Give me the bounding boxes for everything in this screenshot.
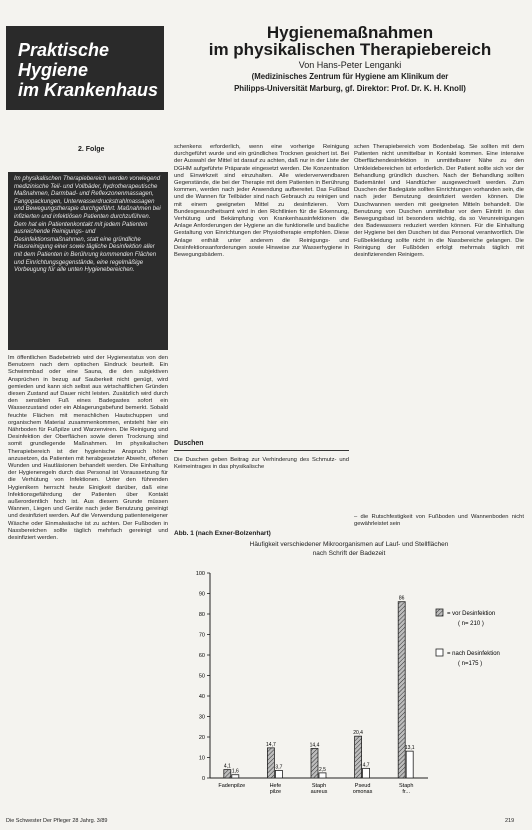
- legend-label: = nach Desinfektion: [447, 651, 500, 657]
- y-tick-label: 0: [201, 776, 205, 782]
- bar-vor: [355, 736, 362, 778]
- data-label: 4,1: [223, 763, 231, 770]
- article-author: Von Hans-Peter Lenganki: [298, 60, 402, 70]
- y-tick-label: 70: [198, 632, 205, 639]
- section-heading-duschen: Duschen: [174, 440, 204, 447]
- bar-vor: [267, 748, 274, 778]
- x-tick-label: Pseud: [354, 783, 371, 789]
- y-tick-label: 20: [198, 735, 205, 741]
- legend-label: = vor Desinfektion: [447, 611, 496, 617]
- figure-title-line-1: Häufigkeit verschiedener Mikroorganismen auf Lauf- und Stellflächen: [249, 541, 449, 548]
- bar-vor: [224, 770, 231, 778]
- brand-line-2: Hygiene: [18, 60, 89, 80]
- x-tick-label: Fadenpilze: [218, 783, 246, 789]
- footer-journal: Die Schwester Der Pfleger 28 Jahrg. 3/89: [6, 818, 108, 824]
- y-tick-label: 10: [198, 755, 205, 762]
- x-tick-label: pilze: [269, 789, 282, 795]
- x-tick-label: omonas: [352, 789, 373, 795]
- y-tick-label: 90: [198, 591, 205, 598]
- abstract-box: Im physikalischen Therapiebereich werden vorwiegend medizinische Teil- und Vollbäder, hydrotherapeutische Maßnahmen, Darmbad- und Reflexzonenmassagen, Fangopackungen, Unterwasserdruckstrahlmassagen und Bewegungstherapie durchgeführt. Maßnahmen bei infizierten und infektiösen Patienten durchzuführen. Dem hat ein Patientenkontakt mit jedem Patienten ausreichende Reinigungs- und Desinfektionsmaßnahmen, statt eine gründliche Hausreinigung einer sowie tägliche Desinfektion aller mit dem Patienten in Berührung kommenden Flächen und Einrichtungsgegenstände, eine regelmäßige Vorbeugung für alle unten Hygienebereichen.: [8, 172, 168, 350]
- article-title-line-2: im physikalischen Therapiebereich: [208, 40, 492, 59]
- series-brand-box: [6, 26, 164, 110]
- data-label: 4,7: [362, 762, 370, 769]
- bar-nach: [319, 773, 326, 778]
- bar-vor: [398, 602, 405, 778]
- x-tick-label: fr...: [402, 789, 411, 795]
- affiliation-line-2: Philipps-Universität Marburg, gf. Direktor: Prof. Dr. K. H. Knoll): [234, 84, 466, 93]
- bar-vor: [311, 748, 318, 778]
- legend-swatch: [436, 609, 443, 616]
- legend-n: ( n=175 ): [458, 661, 483, 667]
- y-tick-label: 80: [198, 612, 205, 618]
- y-tick-label: 60: [198, 653, 205, 659]
- y-tick-label: 50: [198, 673, 205, 680]
- figure-title: [174, 540, 524, 558]
- x-tick-label: Hefe: [269, 783, 282, 789]
- body-column-3-bullet: – die Rutschfestigkeit von Fußboden und Wannenboden nicht gewährleistet sein: [354, 514, 524, 528]
- section-divider: [174, 450, 349, 451]
- data-label: 2,5: [319, 766, 326, 773]
- body-column-2-continued: Die Duschen geben Beitrag zur Verhinderung des Schmutz- und Keimeintrages in das physikalische: [174, 457, 349, 471]
- bar-nach: [232, 775, 239, 778]
- data-label: 14,4: [309, 742, 320, 749]
- data-label: 14,7: [266, 741, 276, 748]
- x-tick-label: Staph: [399, 783, 414, 789]
- legend-swatch: [436, 649, 443, 656]
- legend-n: ( n= 210 ): [458, 621, 484, 627]
- figure-title-line-2: nach Schrift der Badezeit: [312, 550, 386, 557]
- bar-nach: [406, 751, 413, 778]
- article-title-line-1: Hygienemaßnahmen: [266, 23, 434, 42]
- figure-caption: Abb. 1 (nach Exner-Bolzenhart): [174, 530, 271, 537]
- bar-nach: [275, 770, 282, 778]
- data-label: 3,7: [275, 764, 283, 771]
- data-label: 86: [398, 595, 405, 602]
- data-label: 13,1: [404, 745, 415, 752]
- brand-line-1: Praktische: [18, 40, 110, 60]
- bar-chart: [174, 565, 524, 810]
- episode-label: 2. Folge: [78, 146, 105, 153]
- y-tick-label: 100: [195, 571, 205, 577]
- x-tick-label: aureus: [310, 789, 328, 795]
- bar-nach: [363, 768, 370, 778]
- y-tick-label: 40: [198, 694, 205, 700]
- x-tick-label: Staph: [311, 783, 327, 789]
- body-column-1: Im öffentlichen Badebetrieb wird der Hygienestatus von den Benutzern nach dem optischen Eindruck beurteilt. Ein Schwimmbad oder eine Sauna, die den subjektiven Ansprüchen in bezug auf Sauberkeit nicht genügt, wird gemieden und kann sich selbst aus wirtschaftlichen Gründen diesen Zustand auf Dauer nicht leisten. Zusätzlich wird durch den sensiblen Fuß eines Badegastes sofort ein Wasserzustand oder ein Ablagerungsbefund bemerkt. Sobald feuchte Flächen mit menschlichen Hautschuppen und organischem Material zusammenkommen, entsteht hier ein Nährboden für Fußpilze und Warzenviren. Die Reinigung und Desinfektion der Oberflächen sowie deren Trocknung sind somit grundlegende Maßnahmen. Im physikalischen Therapiebereich ist der hygienische Anspruch höher anzusetzen, da Patienten mit herabgesetzter Abwehr, offenen Wunden und Hautläsionen behandelt werden. Die Einhaltung der Hygieneregeln durch das Personal ist Voraussetzung für die Verhütung von Infektionen. Unter den führenden Hygienikern herrscht heute Einigkeit darüber, daß eine Infektionsgefährdung der Patienten über Kontakt außerordentlich hoch ist. Aus diesem Grunde müssen Wannen, Liegen und Geräte nach jeder Benutzung gereinigt und desinfiziert werden. Auf die Verwendung patienteneigener Wäsche oder Einmalwäsche ist zu achten. Der Fußboden in Nassbereichen sollte täglich mehrfach gereinigt und desinfiziert werden.: [8, 355, 168, 542]
- body-column-2: schenkens erforderlich, wenn eine vorherige Reinigung durchgeführt wurde und ein gründliches Trocknen gesichert ist. Bei der Auswahl der Mittel ist darauf zu achten, daß nur in der Liste der DGHM aufgeführte Präparate eingesetzt werden. Die Konzentration und Einwirkzeit sind einzuhalten. Alle wiederverwendbaren Gegenstände, die bei der Therapie mit dem Patienten in Berührung kommen, werden nach jeder Anwendung aufbereitet. Das Fußbad und die Wannen für Teilbäder sind nach Gebrauch zu reinigen und mit einem geeigneten Mittel zu desinfizieren. Vom Bundesgesundheitsamt wird in den Richtlinien für die Erkennung, Verhütung und Bekämpfung von Krankenhausinfektionen die Anlage Anforderungen der Hygiene an die funktionelle und bauliche Gestaltung von Einrichtungen der Physiotherapie empfohlen. Diese Anlage enthält unter anderem die Reinigungs- und Desinfektionsanforderungen sowie Hinweise zur Wasserhygiene in Bewegungsbädern.: [174, 144, 349, 259]
- data-label: 1,6: [231, 768, 239, 775]
- body-column-3: schen Therapiebereich vom Bodenbelag. Sie sollten mit dem Patienten nicht unmittelbar in Kontakt kommen. Eine intensive Oberflächendesinfektion in unmittelbarer Nähe zu den Umkleidebereichen ist erforderlich. Der Patient sollte sich vor der Behandlung gründlich duschen. Nach der Behandlung sollten Bademäntel und Handtücher ausgewechselt werden. Zum Duschen der Badegäste sollten Einrichtungen vorhanden sein, die nach jeder Benutzung desinfiziert werden können. Die Duschwannen werden mit geeigneten Mitteln behandelt. Die Benutzung von Duschen unmittelbar vor dem Eintritt in das Bewegungsbad ist besonders wichtig, da so Verunreinigungen des Badewassers reduziert werden können. Für die Einhaltung der Hygiene bei den Duschen ist das Personal verantwortlich. Die Fußbekleidung sollte nicht in die Nassbereiche gelangen. Die Reinigung der Fußböden erfolgt mehrmals täglich mit desinfizierenden Reinigern.: [354, 144, 524, 259]
- y-tick-label: 30: [198, 714, 205, 721]
- data-label: 20,4: [353, 730, 363, 737]
- affiliation-line-1: (Medizinisches Zentrum für Hygiene am Klinikum der: [251, 72, 449, 81]
- article-header: [175, 24, 525, 94]
- brand-line-3: im Krankenhaus: [18, 80, 159, 100]
- page-number: 219: [505, 818, 515, 824]
